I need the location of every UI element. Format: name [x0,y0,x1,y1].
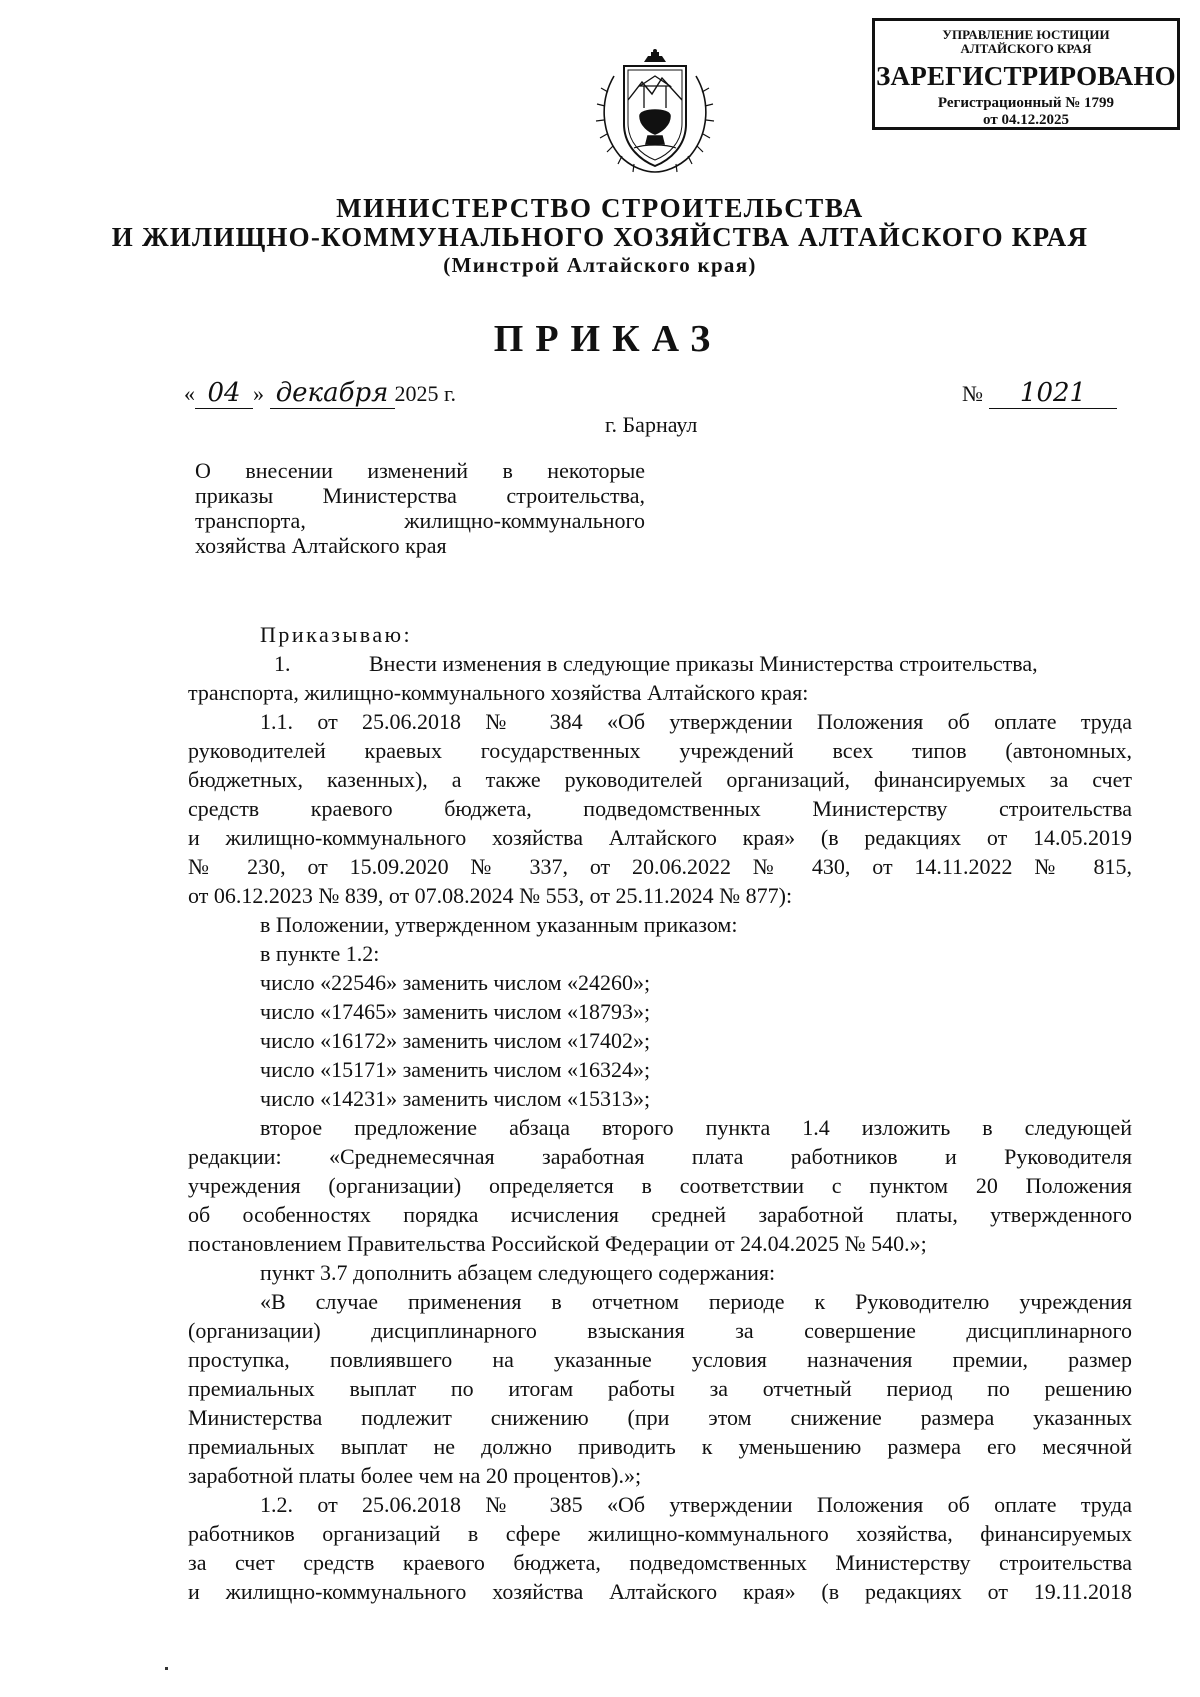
ministry-short-name: (Минстрой Алтайского края) [443,253,757,277]
order-subject [195,458,645,558]
body-line: проступка, повлиявшего на указанные условия назначения премии, размер [188,1347,1132,1372]
body-line: пункт 3.7 дополнить абзацем следующего содержания: [260,1260,776,1285]
subject-line: хозяйства Алтайского края [195,533,447,558]
subject-line: приказы Министерства строительства, [195,483,645,508]
order-body [188,620,1132,1606]
body-line: премиальных выплат по итогам работы за отчетный период по решению [188,1376,1132,1401]
stamp-reg-number: Регистрационный № 1799 [937,95,1115,111]
body-line: от 06.12.2023 № 839, от 07.08.2024 № 553, от 25.11.2024 № 877): [188,883,793,908]
body-line: и жилищно-коммунального хозяйства Алтайского края» (в редакциях от 14.05.2019 [188,825,1132,850]
stamp-authority-line1: УПРАВЛЕНИЕ ЮСТИЦИИ [942,27,1110,42]
body-line: постановлением Правительства Российской Федерации от 24.04.2025 № 540.»; [188,1231,927,1256]
registration-stamp [872,18,1180,130]
body-line: число «17465» заменить числом «18793»; [260,999,651,1024]
order-day: 04 [195,378,253,409]
date-quote-close: » [253,381,264,406]
body-line: редакции: «Среднемесячная заработная плата работников и Руководителя [188,1144,1132,1169]
body-line: «В случае применения в отчетном периоде к Руководителю учреждения [260,1289,1132,1314]
body-line: за счет средств краевого бюджета, подведомственных Министерству строительства [188,1550,1132,1575]
body-line: руководителей краевых государственных учреждений всех типов (автономных, [188,738,1132,763]
paragraph-1 [188,649,1132,678]
body-line: число «22546» заменить числом «24260»; [260,970,651,995]
coat-of-arms-emblem [594,48,716,176]
body-line: средств краевого бюджета, подведомственных Министерству строительства [188,796,1132,821]
stamp-reg-date: от 04.12.2025 [983,112,1069,128]
body-line: бюджетных, казенных), а также руководителей организаций, финансируемых за счет [188,767,1132,792]
order-number-label: № [962,381,983,406]
document-title: ПРИКАЗ [493,318,723,360]
stamp-authority-line2: АЛТАЙСКОГО КРАЯ [960,41,1092,56]
scan-speck [165,1667,168,1670]
order-year: 2025 г. [394,381,457,406]
body-line: и жилищно-коммунального хозяйства Алтайского края» (в редакциях от 19.11.2018 [188,1579,1132,1604]
stamp-status: ЗАРЕГИСТРИРОВАНО [876,61,1176,91]
body-line: число «16172» заменить числом «17402»; [260,1028,651,1053]
body-line: (организации) дисциплинарного взыскания за совершение дисциплинарного [188,1318,1132,1343]
order-date [184,378,456,409]
body-line: премиальных выплат не должно приводить к уменьшению размера его месячной [188,1434,1132,1459]
ministry-name-line1: МИНИСТЕРСТВО СТРОИТЕЛЬСТВА [336,193,864,223]
order-number [962,378,1117,409]
order-month: декабря [270,378,395,409]
body-line: № 230, от 15.09.2020 № 337, от 20.06.2022 № 430, от 14.11.2022 № 815, [188,854,1132,879]
paragraph-text: Внести изменения в следующие приказы Министерства строительства, [369,651,1038,676]
body-line: число «15171» заменить числом «16324»; [260,1057,651,1082]
subject-line: О внесении изменений в некоторые [195,458,645,483]
body-line: число «14231» заменить числом «15313»; [260,1086,651,1111]
ministry-name-line2: И ЖИЛИЩНО-КОММУНАЛЬНОГО ХОЗЯЙСТВА АЛТАЙСКОГО КРАЯ [111,222,1089,252]
paragraph-number: 1. [274,651,291,676]
body-line: Министерства подлежит снижению (при этом снижение размера указанных [188,1405,1132,1430]
body-line: в Положении, утвержденном указанным приказом: [260,912,738,937]
date-quote-open: « [184,381,195,406]
body-line: в пункте 1.2: [260,941,380,966]
body-line: об особенностях порядка исчисления средней заработной платы, утвержденного [188,1202,1132,1227]
body-line: 1.1. от 25.06.2018 № 384 «Об утверждении Положения об оплате труда [260,709,1132,734]
body-line: работников организаций в сфере жилищно-коммунального хозяйства, финансируемых [188,1521,1132,1546]
body-line: 1.2. от 25.06.2018 № 385 «Об утверждении Положения об оплате труда [260,1492,1132,1517]
body-line: заработной платы более чем на 20 процентов).»; [188,1463,642,1488]
subject-line: транспорта, жилищно-коммунального [195,508,645,533]
body-line: учреждения (организации) определяется в соответствии с пунктом 20 Положения [188,1173,1132,1198]
order-city: г. Барнаул [605,412,698,437]
body-line: транспорта, жилищно-коммунального хозяйства Алтайского края: [188,680,809,705]
body-line: второе предложение абзаца второго пункта 1.4 изложить в следующей [260,1115,1132,1140]
order-number-value: 1021 [989,378,1117,409]
order-intro: Приказываю: [260,622,413,647]
